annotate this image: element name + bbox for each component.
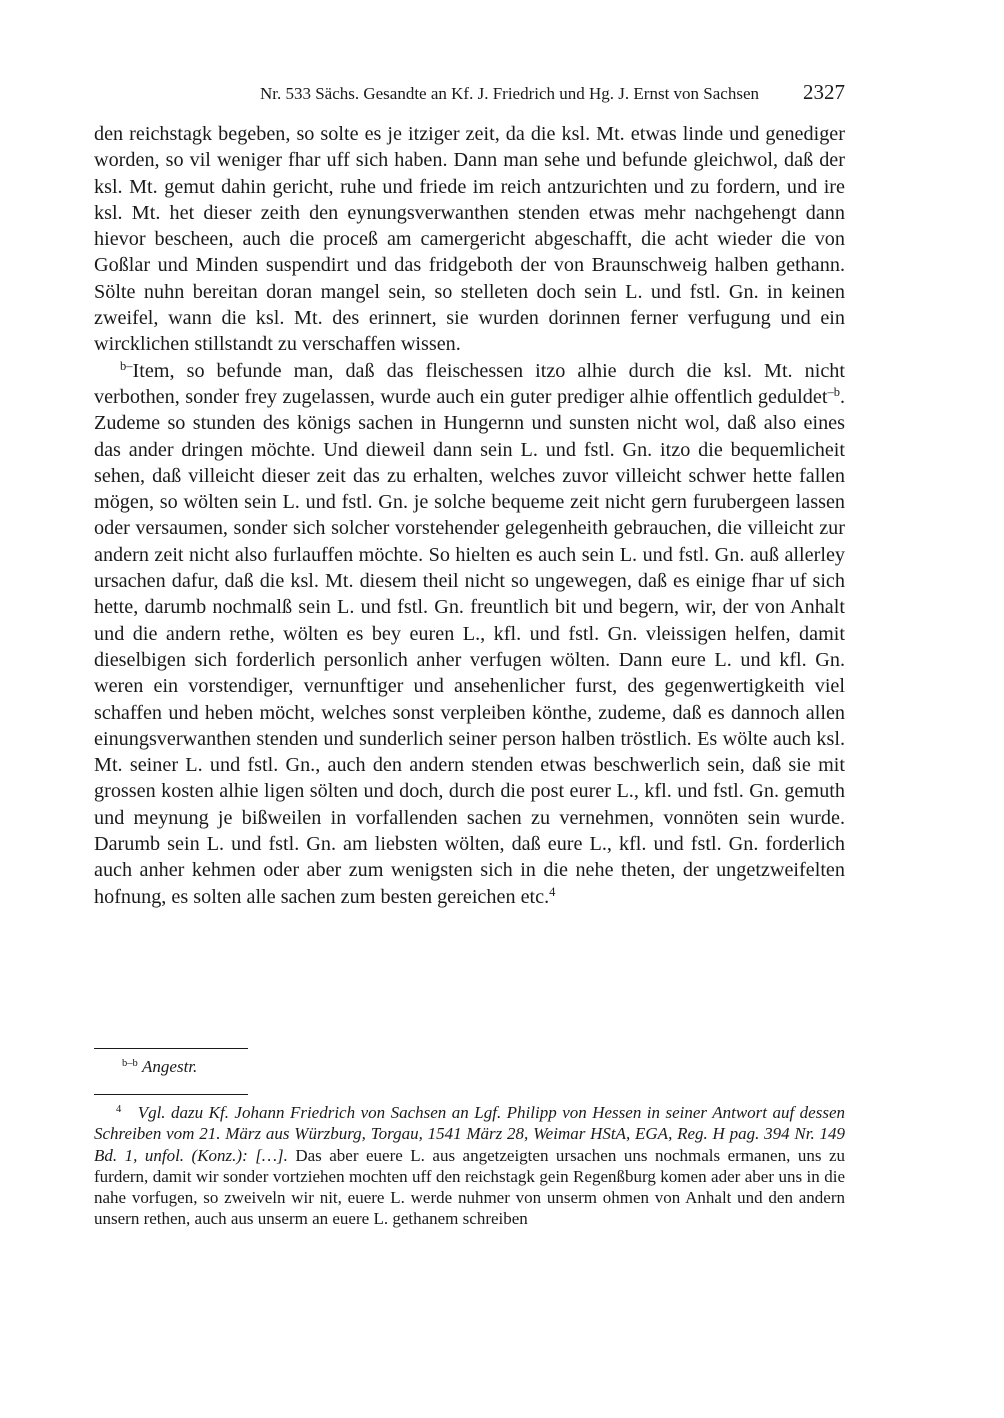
commentary-note-citation: Vgl. dazu Kf. Johann Friedrich von Sachsen an Lgf. Philipp von Hessen in seiner Antwort auf dessen Schreiben vom 21. März aus Würzburg, Torgau, 1541 März 28, Weimar HStA, EGA, Reg. H pag. 394 Nr. 149 Bd. 1, unfol. (Konz.): […]. [94, 1103, 846, 1165]
main-paragraph-2 [94, 358, 845, 910]
main-paragraph-1: den reichstagk begeben, so solte es je itziger zeit, da die ksl. Mt. etwas linde und genediger worden, so vil weniger fhar uff sich haben. Dann man sehe und befunde gleichwol, daß der ksl. Mt. gemut dahin gericht, ruhe und friede im reich antzurichten und zu fordern, und ire ksl. Mt. het dieser zeith den eynungsverwanthen stenden etwas mehr nachgehengt dann hievor bescheen, auch die proceß am camergericht abgeschafft, die acht wieder die von Goßlar und Minden suspendirt und das fridgeboth der von Braunschweig halben gethann. Sölte nuhn bereitan doran mangel sein, so stelleten doch sein L. und fstl. Gn. in keinen zweifel, wann die ksl. Mt. des erinnert, sie wurden dorinnen ferner verfugung und ein wircklichen stillstandt zu verschaffen wissen. [94, 123, 845, 356]
apparatus-note [94, 1056, 845, 1077]
footnote-reference[interactable]: 4 [549, 884, 556, 899]
paragraph-2-marked-text: Item, so befunde man, daß das fleischessen itzo alhie durch die ksl. Mt. nicht verbothen, sonder frey zugelassen, wurde auch ein guter prediger alhie offentlich geduldet [94, 359, 845, 408]
apparatus-note-text: Angestr. [142, 1057, 198, 1076]
running-head: Nr. 533 Sächs. Gesandte an Kf. J. Friedrich und Hg. J. Ernst von Sachsen [259, 84, 759, 103]
variant-marker-close: –b [827, 385, 840, 400]
footnote-divider-commentary [94, 1094, 248, 1095]
variant-marker-open: b– [120, 358, 133, 373]
commentary-note-quotation: Das aber euere L. aus angetzeigten ursachen uns nochmals ermanen, uns zu furdern, damit wir sonder vortziehen mochten uff den reichstagk gein Regenßburg komen ader aber uns in die nahe vorfugen, so zweiveln wir nit, euere L. werde nuhmer von unserm ohmen von Anhalt und den andern unsern rethen, auch aus unserm an euere L. gethanem schreiben [94, 1145, 845, 1229]
page-number: 2327 [803, 80, 845, 104]
commentary-note-number: 4 [116, 1104, 122, 1116]
paragraph-2-text: . Zudeme so stunden des königs sachen in Hungernn und sunsten nicht wol, daß also eines das ander dringen möchte. Und dieweil dann sein L. und fstl. Gn. itzo die bequemlicheit sehen, daß villeicht dieser zeit das zu erhalten, welches zuvor villeicht schwer hette fallen mögen, so wölten sein L. und fstl. Gn. je solche bequeme zeit nicht gern furubergeen lassen oder versaumen, sonder sich solcher vorstehender gelegenheith gebrauchen, die villeicht zur andern zeit nicht also furlauffen möchte. So hielten es auch sein L. und fstl. Gn. auß allerley ursachen dafur, daß die ksl. Mt. diesem theil nicht so ungewegen, daß es einige fhar uf sich hette, darumb nochmalß sein L. und fstl. Gn. freuntlich bit und begern, wir, der von Anhalt und die andern rethe, wölten es bey euren L., kfl. und fstl. Gn. vleissigen helfen, damit dieselbigen sich forderlich personlich anher verfugen wölten. Dann eure L. und kfl. Gn. weren ein vorstendiger, vernunftiger und ansehenlicher furst, des gegenwertigkeith viel schaffen und heben möcht, welches sonst verpleiben könthe, zudeme, daß es dannoch allen einungsverwanthen stenden und sunderlich seiner person halben tröstlich. Es wölte auch ksl. Mt. seiner L. und fstl. Gn., auch den andern stenden etwas beschwerlich sein, daß sie mit grossen kosten alhie ligen sölten und doch, durch die post eurer L., kfl. und fstl. Gn. gemuth und meynung je bißweilen in vorfallenden sachen zu vernehmen, vonnöten sein wurde. Darumb sein L. und fstl. Gn. am liebsten wölten, daß eure L., kfl. und fstl. Gn. forderlich auch anher kehmen oder aber zum wenigsten sich in die nehe theten, der ungetzweifelten hofnung, es solten alle sachen zum besten gereichen etc. [94, 385, 845, 908]
page-header [94, 80, 845, 108]
main-text [94, 121, 845, 910]
footnote-divider-apparatus [94, 1048, 248, 1049]
commentary-note [94, 1102, 845, 1230]
apparatus-note-marker: b–b [122, 1058, 138, 1070]
